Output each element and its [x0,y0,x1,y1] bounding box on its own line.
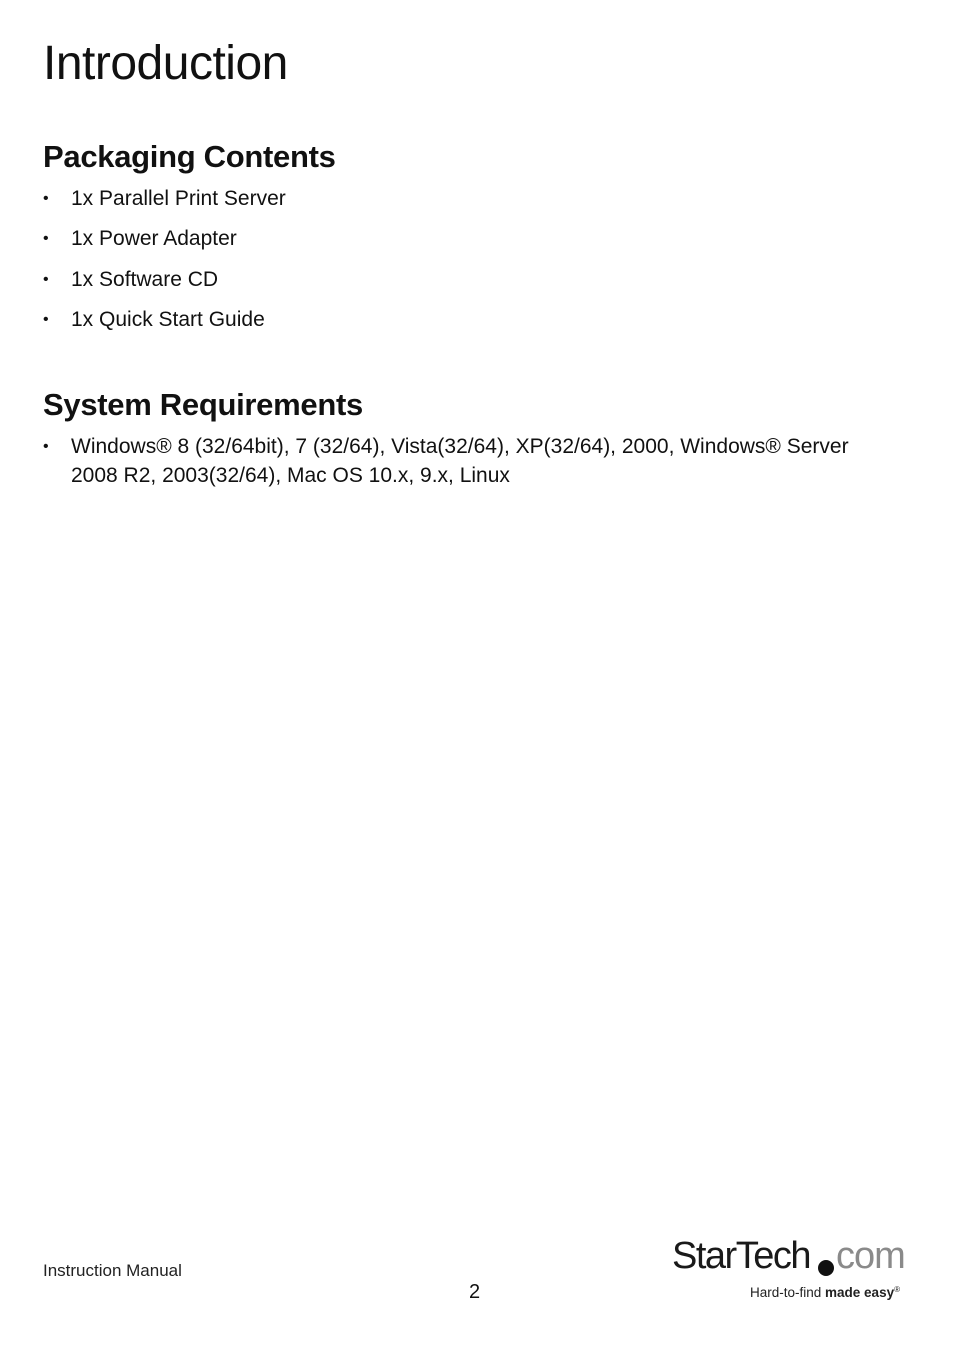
list-item [43,224,743,253]
logo-tagline-bold: made easy [825,1285,895,1300]
bullet-icon: • [43,190,49,207]
bullet-icon: • [43,438,49,455]
logo-dot-icon [818,1260,834,1276]
footer-manual-label: Instruction Manual [43,1261,182,1280]
list-item [43,265,743,294]
page-number: 2 [469,1281,481,1303]
bullet-icon: • [43,270,49,288]
list-item-text: 1x Power Adapter [71,227,237,251]
bullet-icon: • [43,310,49,328]
logo-name-part1: StarTech [672,1235,810,1277]
bullet-icon: • [43,230,49,248]
logo-registered-mark: ® [894,1285,900,1294]
system-requirements-heading: System Requirements [43,387,363,422]
logo-tagline [750,1285,900,1300]
system-requirements-list [43,432,893,490]
page-title: Introduction [43,37,288,90]
logo-name-part2: com [836,1235,905,1277]
list-item [43,432,893,490]
list-item [43,305,743,334]
packaging-contents-list [43,184,743,345]
list-item-text: 1x Software CD [71,267,219,291]
logo-tagline-light: Hard-to-find [750,1285,826,1300]
list-item-text: 1x Parallel Print Server [71,187,286,210]
startech-logo [670,1230,910,1302]
list-item-text: Windows® 8 (32/64bit), 7 (32/64), Vista(32/64), XP(32/64), 2000, Windows® Server 2008 R2, 2003(32/64), Mac OS 10.x, 9.x, Linux [71,435,849,487]
packaging-contents-heading: Packaging Contents [43,139,336,174]
list-item-text: 1x Quick Start Guide [71,307,265,331]
list-item [43,184,743,213]
